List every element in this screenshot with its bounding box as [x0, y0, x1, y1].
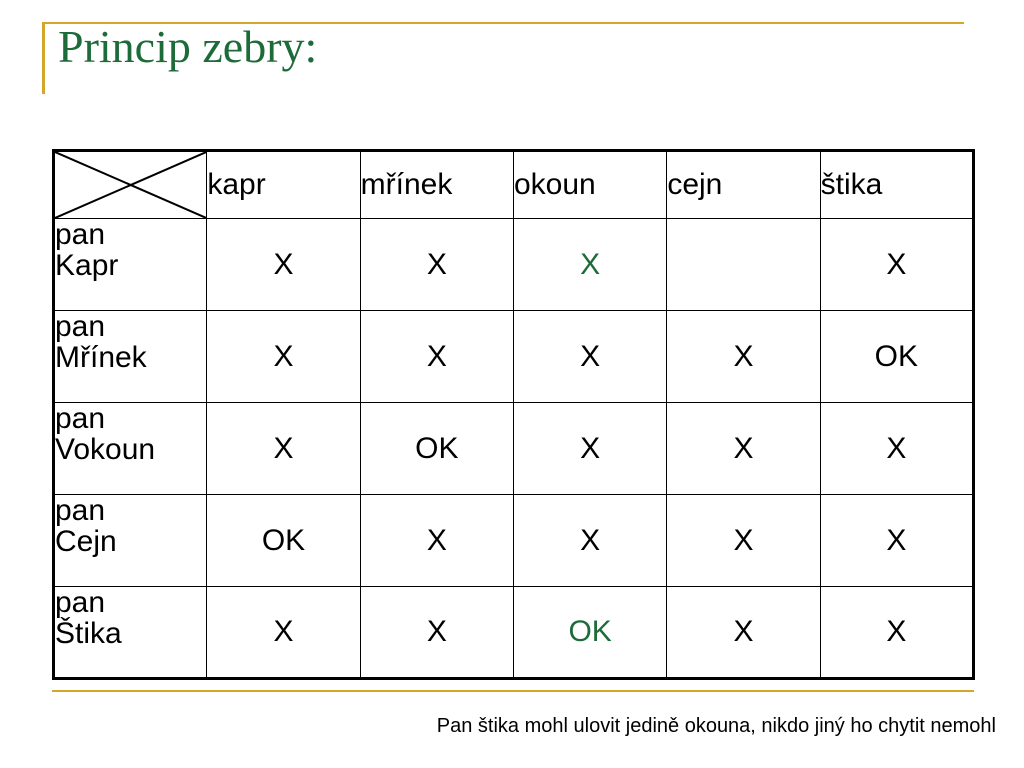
row-header-line2: Štika [55, 617, 122, 650]
table-cell: X [207, 311, 360, 403]
table-cell: X [820, 587, 973, 679]
table-cell: X [207, 219, 360, 311]
table-cell: X [207, 403, 360, 495]
table-cell-highlight: OK [513, 587, 666, 679]
row-header-line1: pan [55, 586, 106, 619]
row-header-line2: Kapr [55, 249, 119, 282]
table-row [54, 587, 974, 679]
footer-note: Pan štika mohl ulovit jedině okouna, nikdo jiný ho chytit nemohl [436, 715, 996, 737]
row-header [54, 495, 207, 587]
table-cell: X [360, 311, 513, 403]
row-header [54, 587, 207, 679]
zebra-table [52, 149, 975, 680]
table-cell: X [513, 495, 666, 587]
table-cell: OK [360, 403, 513, 495]
table-row [54, 495, 974, 587]
column-header-kapr: kapr [207, 151, 360, 219]
accent-vertical-rule [42, 22, 45, 94]
row-header-line1: pan [55, 310, 106, 343]
table-cell: X [820, 219, 973, 311]
table-cell: X [667, 311, 820, 403]
row-header-line2: Vokoun [55, 433, 156, 466]
table-cell: OK [207, 495, 360, 587]
row-header-line1: pan [55, 494, 106, 527]
table-row [54, 403, 974, 495]
table-cell: X [360, 587, 513, 679]
corner-cell [54, 151, 207, 219]
column-header-mrinek: mřínek [360, 151, 513, 219]
row-header [54, 311, 207, 403]
table-row [54, 311, 974, 403]
accent-bottom-rule [52, 690, 974, 692]
table-row [54, 219, 974, 311]
row-header-line1: pan [55, 402, 106, 435]
row-header-line2: Mřínek [55, 341, 147, 374]
column-header-cejn: cejn [667, 151, 820, 219]
table-header-row [54, 151, 974, 219]
table-cell: X [513, 403, 666, 495]
table-cell: X [360, 495, 513, 587]
table-cell: OK [820, 311, 973, 403]
column-header-okoun: okoun [513, 151, 666, 219]
slide-title: Princip zebry: [58, 21, 318, 72]
table-cell: X [513, 311, 666, 403]
table-cell-highlight: X [513, 219, 666, 311]
row-header-line1: pan [55, 218, 106, 251]
corner-cross-icon [55, 152, 206, 218]
table-cell: X [667, 403, 820, 495]
row-header [54, 403, 207, 495]
table-cell: X [207, 587, 360, 679]
table-cell [667, 219, 820, 311]
table-cell: X [820, 495, 973, 587]
row-header-line2: Cejn [55, 525, 117, 558]
table-cell: X [667, 495, 820, 587]
table-cell: X [820, 403, 973, 495]
table-cell: X [360, 219, 513, 311]
table-cell: X [667, 587, 820, 679]
row-header [54, 219, 207, 311]
column-header-stika: štika [820, 151, 973, 219]
